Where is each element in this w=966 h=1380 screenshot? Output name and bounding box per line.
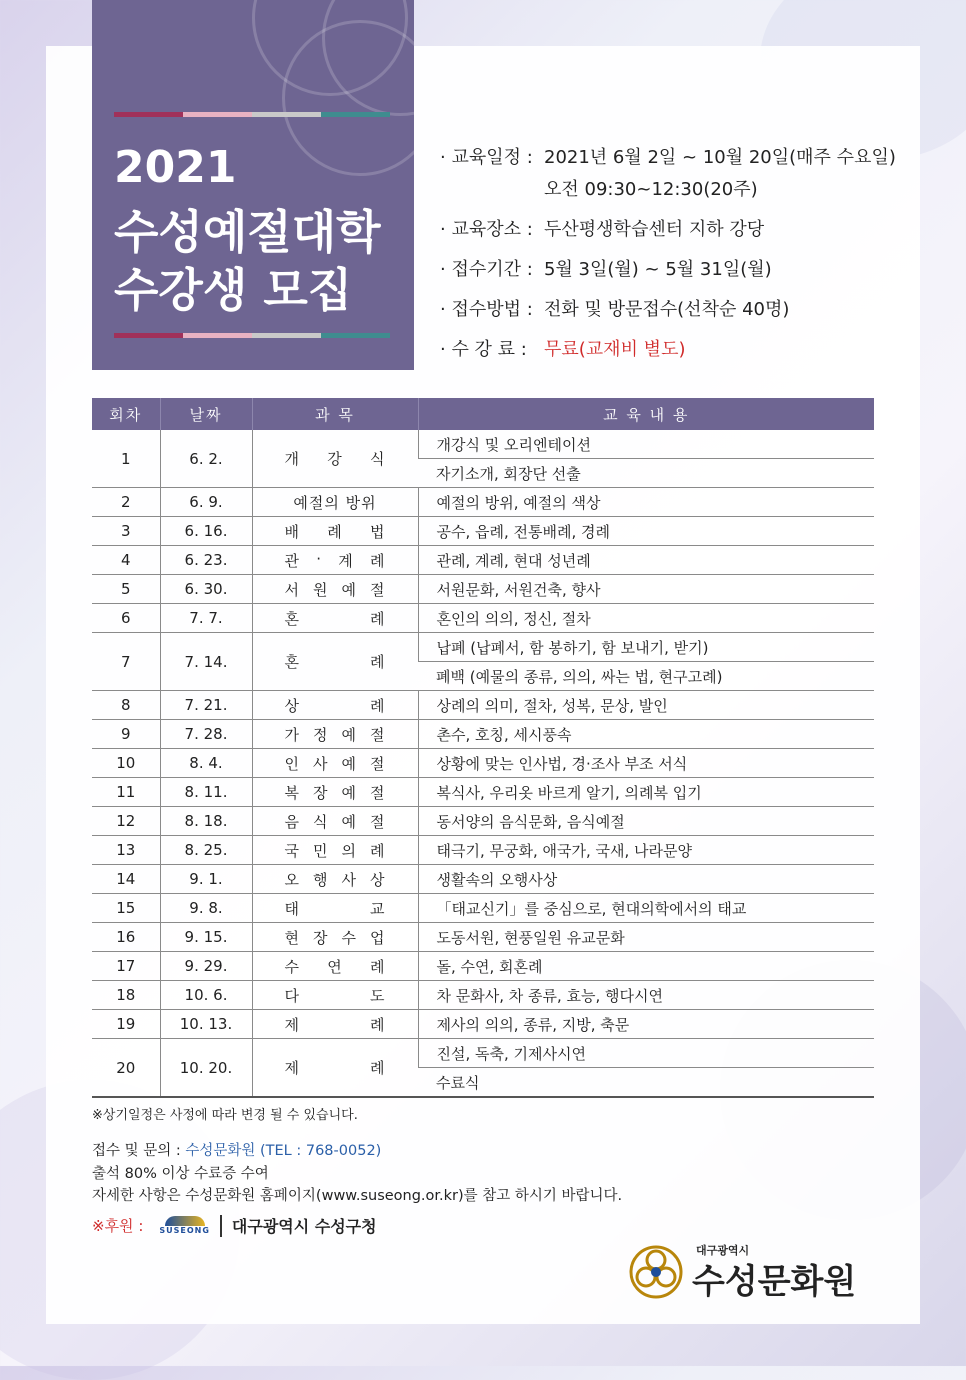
table-row — [92, 836, 874, 865]
subject-char: 도 — [370, 986, 386, 1005]
subject-char: 절 — [370, 754, 386, 773]
cell-content: 수료식 — [418, 1068, 874, 1098]
subject-char: 예 — [341, 580, 357, 599]
subject-char: 례 — [327, 522, 343, 541]
cell-round: 4 — [92, 546, 160, 575]
cell-subject — [252, 836, 418, 865]
subject-char: 제 — [284, 1059, 300, 1077]
cell-subject — [252, 604, 418, 633]
cultural-center-logo — [628, 1240, 856, 1303]
cell-subject — [252, 517, 418, 546]
subject-char: 수 — [284, 957, 300, 976]
info-value: 두산평생학습센터 지하 강당 — [544, 219, 765, 240]
table-row — [92, 778, 874, 807]
cell-round: 14 — [92, 865, 160, 894]
cell-round: 19 — [92, 1010, 160, 1039]
table-row — [92, 633, 874, 662]
cell-date: 7. 7. — [160, 604, 252, 633]
cell-subject — [252, 1039, 418, 1098]
subject-chars — [253, 985, 418, 1006]
table-row — [92, 952, 874, 981]
subject-chars — [253, 1014, 418, 1035]
subject-chars — [253, 651, 418, 672]
cell-round: 5 — [92, 575, 160, 604]
subject-char: 의 — [341, 841, 357, 860]
cell-date: 6. 23. — [160, 546, 252, 575]
subject-char: 업 — [370, 928, 386, 947]
cell-content: 자기소개, 회장단 선출 — [418, 459, 874, 488]
cell-date: 6. 2. — [160, 430, 252, 488]
subject-char: 예 — [341, 783, 357, 802]
cultural-center-emblem-icon — [628, 1244, 684, 1300]
bottom-stripe — [114, 333, 390, 338]
cell-date: 7. 14. — [160, 633, 252, 691]
subject-chars — [253, 579, 418, 600]
table-row — [92, 430, 874, 459]
info-value: 전화 및 방문접수(선착순 40명) — [544, 299, 790, 320]
contact-block — [92, 1140, 622, 1208]
subject-char: 복 — [284, 783, 300, 802]
divider — [220, 1215, 222, 1237]
subject-char: 절 — [370, 812, 386, 831]
cell-subject — [252, 807, 418, 836]
subject-char: 례 — [370, 609, 386, 628]
cell-date: 6. 30. — [160, 575, 252, 604]
subject-char: · — [316, 549, 323, 568]
title-main: 수성예절대학 — [114, 205, 381, 259]
table-row — [92, 720, 874, 749]
info-list — [440, 148, 900, 380]
subject-char: 예절의 방위 — [293, 493, 377, 512]
info-value-line2: 오전 09:30~12:30(20주) — [544, 179, 758, 200]
cell-content: 서원문화, 서원건축, 향사 — [418, 575, 874, 604]
subject-char: 현 — [284, 928, 300, 947]
cell-date: 9. 1. — [160, 865, 252, 894]
info-label: · 접수방법 : — [440, 299, 533, 320]
top-stripe — [114, 112, 390, 117]
table-row — [92, 923, 874, 952]
table-row — [92, 488, 874, 517]
subject-chars — [253, 811, 418, 832]
subject-char: 관 — [284, 551, 300, 570]
subject-char: 국 — [284, 841, 300, 860]
subject-char: 오 — [284, 870, 300, 889]
cell-date: 8. 25. — [160, 836, 252, 865]
info-value-wrap — [544, 148, 900, 200]
subject-char: 사 — [341, 870, 357, 889]
cell-date: 10. 6. — [160, 981, 252, 1010]
cell-subject — [252, 923, 418, 952]
cell-round: 12 — [92, 807, 160, 836]
subject-chars — [253, 753, 418, 774]
cell-subject — [252, 981, 418, 1010]
subject-chars — [253, 869, 418, 890]
subject-char: 교 — [370, 899, 386, 918]
subject-chars — [253, 898, 418, 919]
cell-round: 7 — [92, 633, 160, 691]
title-sub: 수강생 모집 — [114, 263, 353, 317]
cell-subject — [252, 749, 418, 778]
subject-char: 례 — [370, 841, 386, 860]
cell-content: 공수, 읍례, 전통배례, 경례 — [418, 517, 874, 546]
cell-round: 2 — [92, 488, 160, 517]
subject-chars — [253, 608, 418, 629]
contact-phone: 수성문화원 (TEL : 768-0052) — [185, 1143, 382, 1159]
cell-date: 9. 8. — [160, 894, 252, 923]
cell-content: 납폐 (납폐서, 함 봉하기, 함 보내기, 받기) — [418, 633, 874, 662]
suseong-logo-text: SUSEONG — [159, 1226, 210, 1235]
subject-char: 장 — [313, 928, 329, 947]
subject-char: 서 — [284, 580, 300, 599]
table-row — [92, 865, 874, 894]
contact-label: 접수 및 문의 : — [92, 1143, 186, 1159]
cell-round: 1 — [92, 430, 160, 488]
suseong-logo — [159, 1216, 210, 1235]
cell-content: 상황에 맞는 인사법, 경·조사 부조 서식 — [418, 749, 874, 778]
cell-content: 개강식 및 오리엔테이션 — [418, 430, 874, 459]
cell-round: 9 — [92, 720, 160, 749]
subject-char: 연 — [327, 957, 343, 976]
subject-char: 례 — [370, 696, 386, 715]
header-subject: 과 목 — [252, 398, 418, 430]
cell-round: 6 — [92, 604, 160, 633]
info-value-fee: 무료(교재비 별도) — [544, 339, 686, 360]
table-row — [92, 604, 874, 633]
contact-line — [92, 1140, 622, 1163]
info-label: · 접수기간 : — [440, 259, 533, 280]
cell-date: 6. 16. — [160, 517, 252, 546]
cell-subject — [252, 894, 418, 923]
subject-chars — [253, 724, 418, 745]
subject-char: 장 — [313, 783, 329, 802]
table-header-row — [92, 398, 874, 430]
cell-round: 11 — [92, 778, 160, 807]
cell-content: 진설, 독축, 기제사시연 — [418, 1039, 874, 1068]
host-name: 수성문화원 — [692, 1262, 857, 1302]
cell-content: 동서양의 음식문화, 음식예절 — [418, 807, 874, 836]
cell-round: 8 — [92, 691, 160, 720]
cell-subject — [252, 952, 418, 981]
cell-content: 「태교신기」를 중심으로, 현대의학에서의 태교 — [418, 894, 874, 923]
cell-content: 촌수, 호칭, 세시풍속 — [418, 720, 874, 749]
subject-char: 계 — [338, 551, 354, 570]
subject-chars — [253, 782, 418, 803]
cell-date: 9. 29. — [160, 952, 252, 981]
cell-date: 7. 28. — [160, 720, 252, 749]
subject-char: 식 — [370, 450, 386, 468]
cell-round: 17 — [92, 952, 160, 981]
table-row — [92, 1010, 874, 1039]
cell-subject — [252, 720, 418, 749]
cell-round: 20 — [92, 1039, 160, 1098]
subject-char: 례 — [370, 1015, 386, 1034]
cell-subject — [252, 633, 418, 691]
cell-date: 6. 9. — [160, 488, 252, 517]
info-fee — [440, 340, 900, 360]
table-row — [92, 894, 874, 923]
subject-char: 제 — [284, 1015, 300, 1034]
cell-date: 8. 18. — [160, 807, 252, 836]
subject-char: 예 — [341, 725, 357, 744]
subject-char: 절 — [370, 725, 386, 744]
cell-round: 16 — [92, 923, 160, 952]
subject-char: 예 — [341, 812, 357, 831]
table-row — [92, 749, 874, 778]
table-row — [92, 981, 874, 1010]
table-row — [92, 546, 874, 575]
cell-round: 15 — [92, 894, 160, 923]
title-box — [92, 0, 414, 370]
info-schedule — [440, 148, 900, 200]
subject-chars — [253, 448, 418, 469]
cell-content: 제사의 의의, 종류, 지방, 축문 — [418, 1010, 874, 1039]
cell-content: 도동서원, 현풍일원 유교문화 — [418, 923, 874, 952]
cell-content: 관례, 계례, 현대 성년례 — [418, 546, 874, 575]
info-period — [440, 260, 900, 280]
subject-char: 례 — [370, 653, 386, 671]
subject-char: 다 — [284, 986, 300, 1005]
subject-char: 음 — [284, 812, 300, 831]
title-year: 2021 — [114, 142, 237, 193]
sponsor-label: ※후원 : — [92, 1217, 144, 1235]
subject-chars — [253, 550, 418, 571]
subject-chars — [253, 927, 418, 948]
subject-char: 식 — [313, 812, 329, 831]
sponsor-org: 대구광역시 수성구청 — [231, 1217, 377, 1236]
subject-char: 강 — [327, 450, 343, 468]
subject-chars — [253, 492, 418, 513]
subject-chars — [253, 521, 418, 542]
cell-date: 8. 11. — [160, 778, 252, 807]
subject-char: 례 — [370, 1059, 386, 1077]
subject-char: 민 — [313, 841, 329, 860]
cell-date: 10. 20. — [160, 1039, 252, 1098]
cell-subject — [252, 778, 418, 807]
header-date: 날짜 — [160, 398, 252, 430]
subject-char: 례 — [369, 551, 386, 570]
cell-round: 18 — [92, 981, 160, 1010]
subject-char: 상 — [370, 870, 386, 889]
subject-char: 예 — [341, 754, 357, 773]
table-row — [92, 575, 874, 604]
header-round: 회차 — [92, 398, 160, 430]
info-value: 5월 3일(월) ~ 5월 31일(월) — [544, 259, 772, 280]
cell-content: 태극기, 무궁화, 애국가, 국새, 나라문양 — [418, 836, 874, 865]
subject-char: 행 — [313, 870, 329, 889]
subject-chars — [253, 695, 418, 716]
cell-subject — [252, 488, 418, 517]
homepage-line: 자세한 사항은 수성문화원 홈페이지(www.suseong.or.kr)를 참고 하시기 바랍니다. — [92, 1188, 623, 1204]
info-method — [440, 300, 900, 320]
table-row — [92, 691, 874, 720]
subject-char: 례 — [370, 957, 386, 976]
cell-date: 8. 4. — [160, 749, 252, 778]
cell-date: 10. 13. — [160, 1010, 252, 1039]
subject-char: 정 — [313, 725, 329, 744]
header-content: 교 육 내 용 — [418, 398, 874, 430]
subject-char: 가 — [284, 725, 300, 744]
subject-chars — [253, 840, 418, 861]
cell-content: 돌, 수연, 회혼례 — [418, 952, 874, 981]
subject-char: 상 — [284, 696, 300, 715]
cell-round: 3 — [92, 517, 160, 546]
cell-subject — [252, 1010, 418, 1039]
cell-content: 혼인의 의의, 정신, 절차 — [418, 604, 874, 633]
info-label: · 교육장소 : — [440, 219, 533, 240]
subject-char: 사 — [313, 754, 329, 773]
cell-subject — [252, 430, 418, 488]
cell-content: 차 문화사, 차 종류, 효능, 행다시연 — [418, 981, 874, 1010]
subject-char: 수 — [341, 928, 357, 947]
cell-subject — [252, 691, 418, 720]
cell-content: 복식사, 우리옷 바르게 알기, 의례복 입기 — [418, 778, 874, 807]
info-place — [440, 220, 900, 240]
table-row — [92, 1039, 874, 1068]
subject-char: 인 — [284, 754, 300, 773]
subject-char: 원 — [313, 580, 329, 599]
subject-char: 배 — [284, 522, 300, 541]
host-region: 대구광역시 — [696, 1244, 750, 1257]
subject-char: 법 — [370, 522, 386, 541]
cell-content: 상례의 의미, 절차, 성복, 문상, 발인 — [418, 691, 874, 720]
certificate-line: 출석 80% 이상 수료증 수여 — [92, 1165, 269, 1182]
subject-char: 태 — [284, 899, 300, 918]
info-label: · 교육일정 : — [440, 147, 533, 168]
cell-round: 10 — [92, 749, 160, 778]
cell-subject — [252, 546, 418, 575]
subject-char: 혼 — [284, 653, 300, 671]
cell-subject — [252, 575, 418, 604]
cell-content: 폐백 (예물의 종류, 의의, 싸는 법, 현구고례) — [418, 662, 874, 691]
subject-char: 혼 — [284, 609, 300, 628]
subject-chars — [253, 1057, 418, 1078]
info-value: 2021년 6월 2일 ~ 10월 20일(매주 수요일) — [544, 147, 896, 168]
schedule-table — [92, 398, 874, 1098]
subject-char: 개 — [284, 450, 300, 468]
cell-date: 7. 21. — [160, 691, 252, 720]
suseong-logo-icon — [165, 1216, 205, 1226]
sponsor-row — [92, 1214, 377, 1237]
cell-subject — [252, 865, 418, 894]
subject-char: 절 — [370, 783, 386, 802]
cell-date: 9. 15. — [160, 923, 252, 952]
cell-round: 13 — [92, 836, 160, 865]
table-row — [92, 807, 874, 836]
schedule-note: ※상기일정은 사정에 따라 변경 될 수 있습니다. — [92, 1108, 358, 1123]
cell-content: 생활속의 오행사상 — [418, 865, 874, 894]
info-label: · 수 강 료 : — [440, 339, 527, 360]
table-row — [92, 517, 874, 546]
cell-content: 예절의 방위, 예절의 색상 — [418, 488, 874, 517]
subject-chars — [253, 956, 418, 977]
subject-char: 절 — [370, 580, 386, 599]
